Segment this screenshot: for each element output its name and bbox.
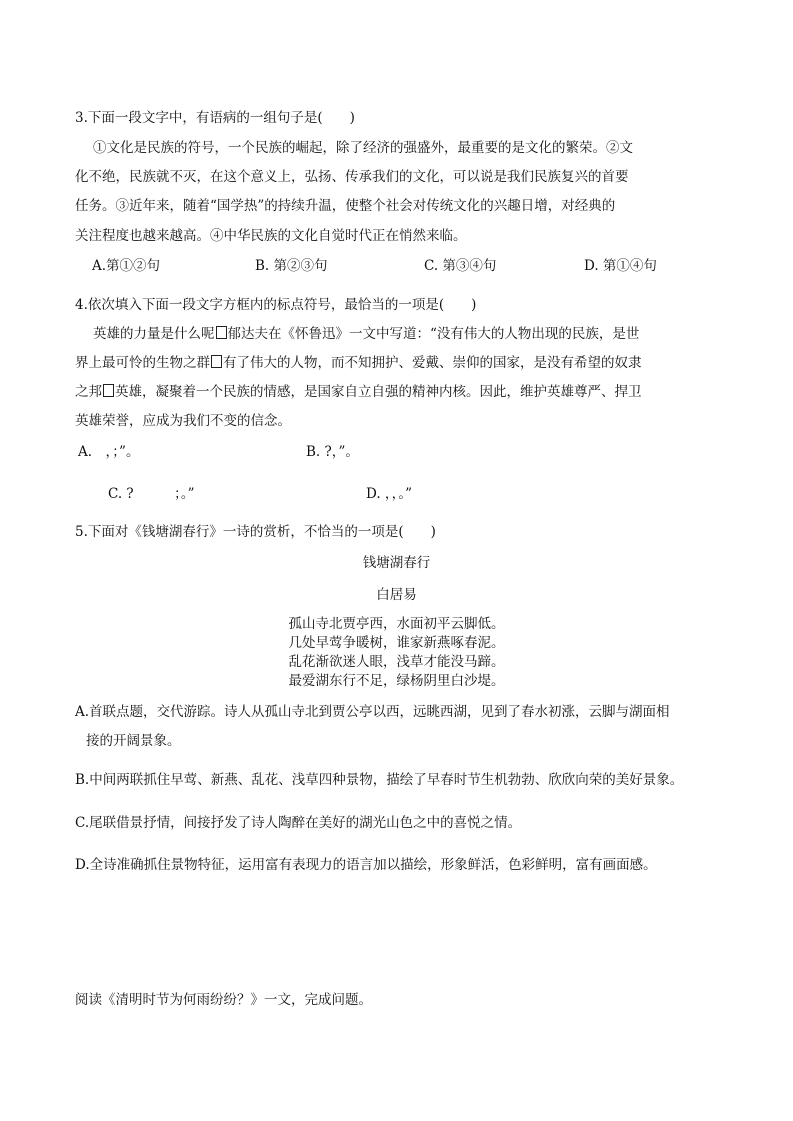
q4-line1-text-b: 郁达夫在《怀鲁迅》一文中写道：“没有伟大的人物出现的民族，是世 <box>227 326 640 342</box>
q3-option-d[interactable]: D. 第①④句 <box>584 258 657 274</box>
poem-line-2: 几处早莺争暖树，谁家新燕啄春泥。 <box>288 635 505 651</box>
q4-option-d[interactable]: D. ，，。” <box>366 486 413 502</box>
poem-line-4: 最爱湖东行不足，绿杨阴里白沙堤。 <box>288 673 505 689</box>
q5-stem: 5.下面对《钱塘湖春行》一诗的赏析，不恰当的一项是( ) <box>75 524 436 540</box>
q5-option-d[interactable]: D.全诗准确抓住景物特征，运用富有表现力的语言加以描绘，形象鲜活，色彩鲜明，富有画面感。 <box>75 857 657 873</box>
q3-stem: 3.下面一段文字中，有语病的一组句子是( ) <box>75 110 355 126</box>
q3-passage-line-3: 任务。③近年来，随着“国学热”的持续升温，使整个社会对传统文化的兴趣日增，对经典的 <box>75 198 616 214</box>
q5-option-a-line-2[interactable]: 接的开阔景象。 <box>86 733 181 749</box>
q4-line3-text-b: 英雄，凝聚着一个民族的情感，是国家自立自强的精神内核。因此，维护英雄尊严、捍卫 <box>115 384 642 400</box>
q4-passage-line-2 <box>75 351 642 371</box>
q4-stem: 4.依次填入下面一段文字方框内的标点符号，最恰当的一项是( ) <box>75 297 477 313</box>
q3-passage-line-4: 关注程度也越来越高。④中华民族的文化自觉时代正在悄然来临。 <box>75 228 467 244</box>
q3-option-b[interactable]: B. 第②③句 <box>255 258 328 274</box>
blank-box-2 <box>211 355 222 368</box>
q4-option-b[interactable]: B. ?，”。 <box>306 444 359 460</box>
q4-line1-text-a: 英雄的力量是什么呢 <box>93 326 215 342</box>
q4-passage-line-4: 英雄荣誉，应成为我们不变的信念。 <box>75 413 291 429</box>
poem-line-1: 孤山寺北贾亭西，水面初平云脚低。 <box>288 616 505 632</box>
q4-line3-text-a: 之邦 <box>75 384 102 400</box>
q5-option-b[interactable]: B.中间两联抓住早莺、新燕、乱花、浅草四种景物，描绘了早春时节生机勃勃、欣欣向荣的美好景象。 <box>75 772 684 788</box>
q4-option-c[interactable]: C. ? ；。” <box>108 486 195 502</box>
q5-option-a-line-1[interactable]: A.首联点题，交代游踪。诗人从孤山寺北到贾公亭以西，远眺西湖，见到了春水初涨，云脚与湖面相 <box>75 704 670 720</box>
q3-option-c[interactable]: C. 第③④句 <box>424 258 497 274</box>
q3-passage-line-1: ①文化是民族的符号，一个民族的崛起，除了经济的强盛外，最重要的是文化的繁荣。②文 <box>93 140 633 156</box>
poem-line-3: 乱花渐欲迷人眼，浅草才能没马蹄。 <box>288 654 505 670</box>
blank-box-1 <box>216 326 227 339</box>
q4-option-a[interactable]: A. ，；”。 <box>78 444 140 460</box>
blank-box-3 <box>103 384 114 397</box>
q4-line2-text-b: 有了伟大的人物，而不知拥护、爱戴、崇仰的国家，是没有希望的奴隶 <box>223 355 642 371</box>
q4-line2-text-a: 界上最可怜的生物之群 <box>75 355 210 371</box>
reading-intro: 阅读《清明时节为何雨纷纷？》一文，完成问题。 <box>75 992 372 1008</box>
poem-author: 白居易 <box>376 587 417 603</box>
q3-passage-line-2: 化不绝，民族就不灭，在这个意义上，弘扬、传承我们的文化，可以说是我们民族复兴的首要 <box>75 169 629 185</box>
poem-title: 钱塘湖春行 <box>362 555 431 571</box>
q5-option-c[interactable]: C.尾联借景抒情，间接抒发了诗人陶醉在美好的湖光山色之中的喜悦之情。 <box>75 815 522 831</box>
q3-option-a[interactable]: A.第①②句 <box>92 258 161 274</box>
q4-passage-line-3 <box>75 380 642 400</box>
q4-passage-line-1 <box>93 322 639 342</box>
